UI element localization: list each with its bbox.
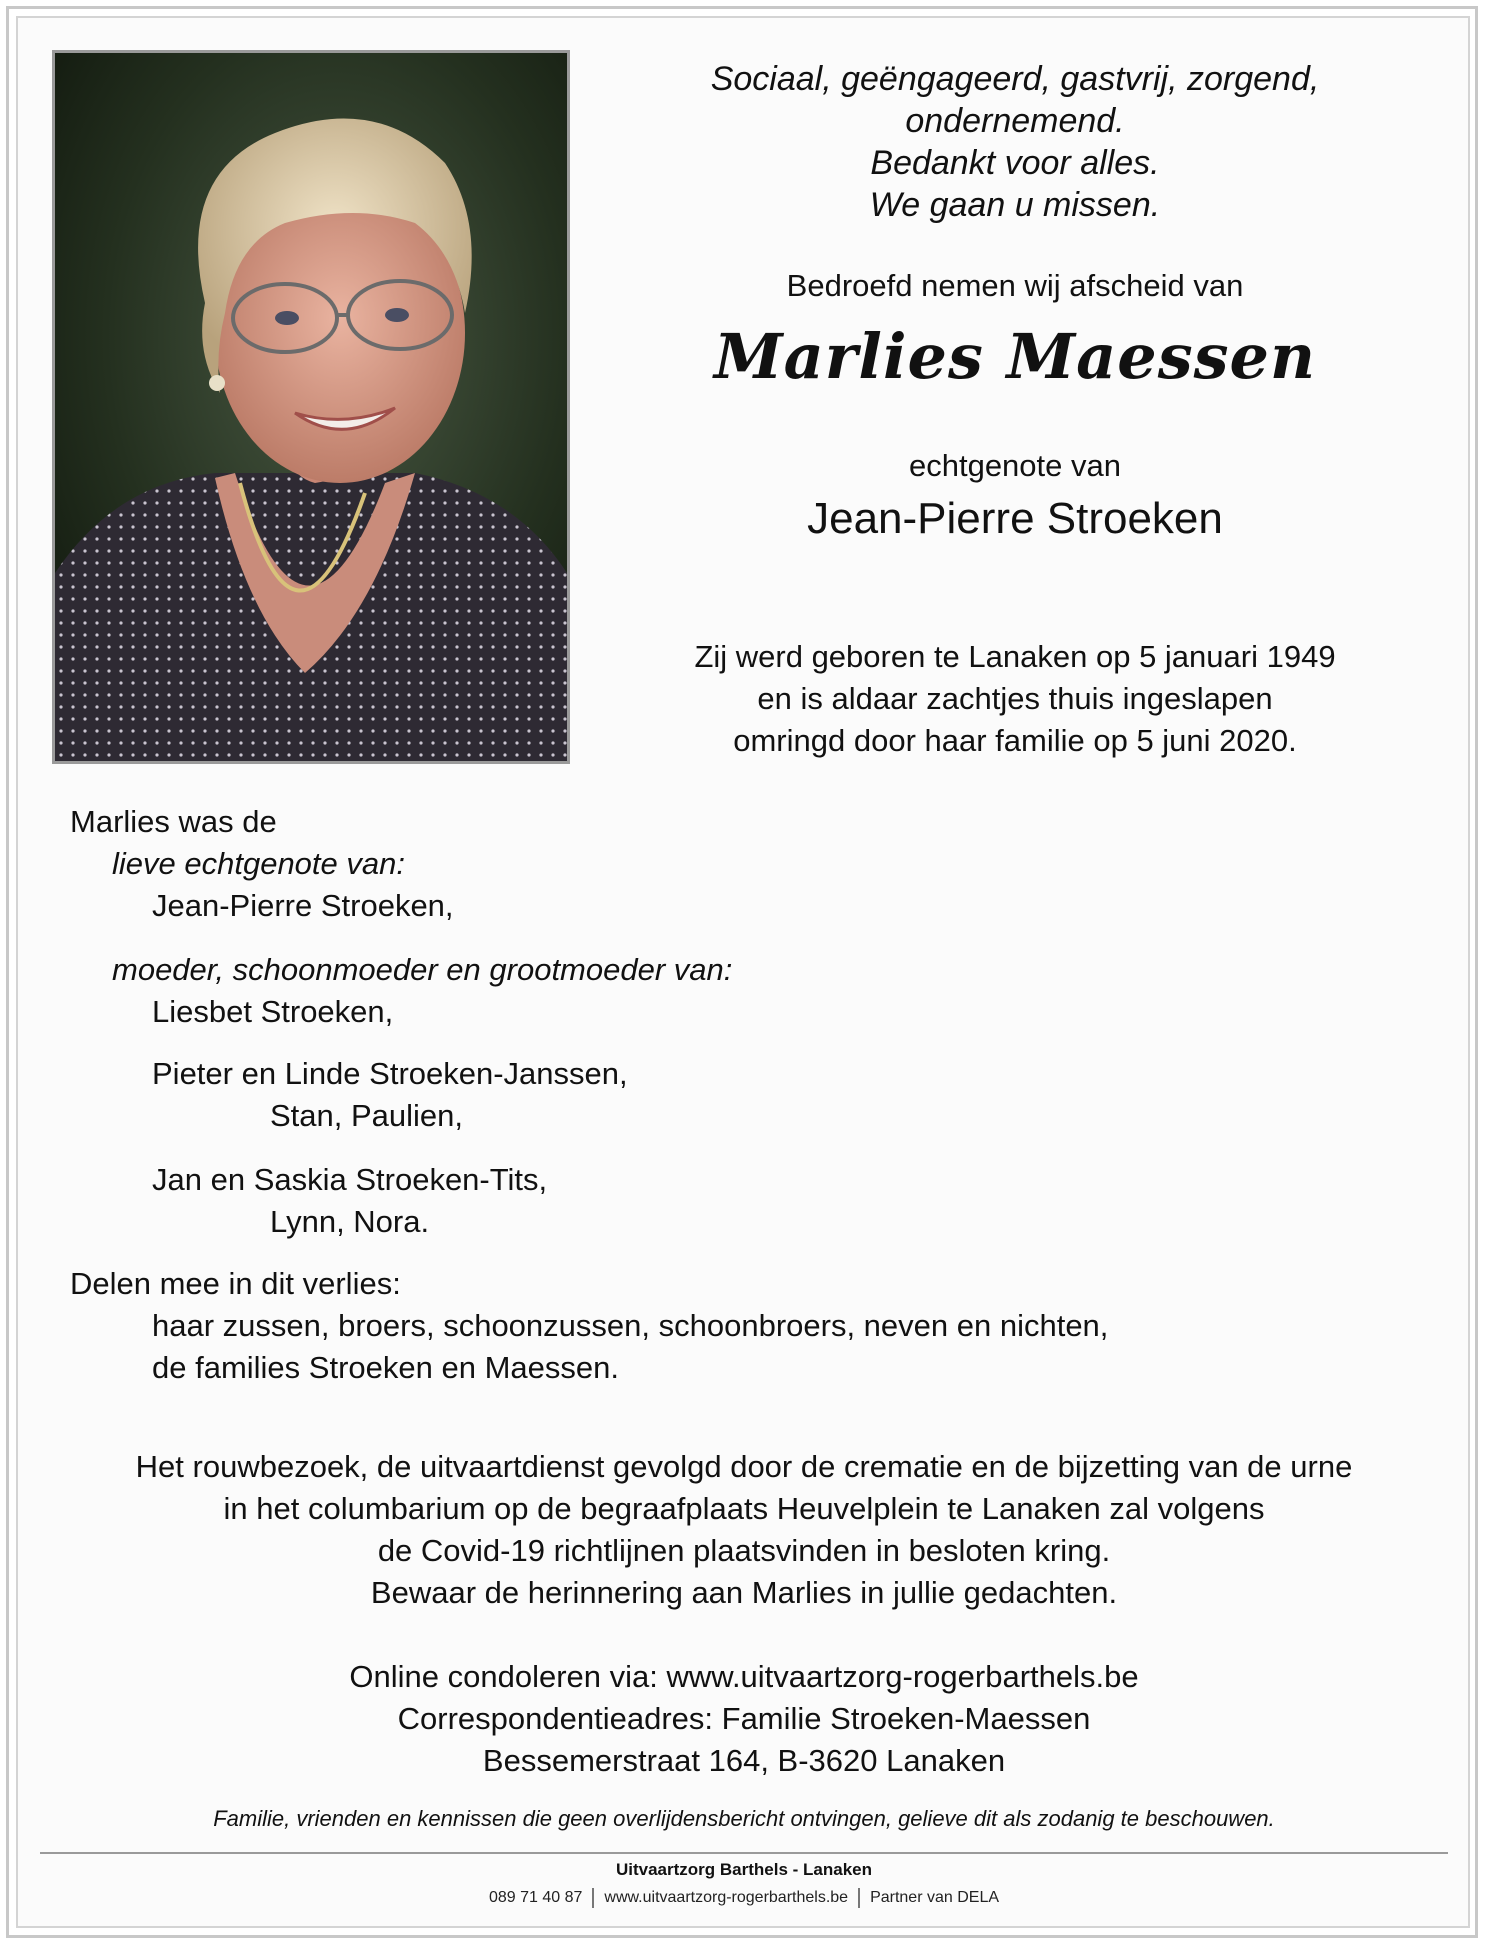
motto-line: We gaan u missen. — [869, 186, 1161, 224]
funeral-line: Het rouwbezoek, de uitvaartdienst gevolgd door de crematie en de bijzetting van de urne — [135, 1449, 1353, 1484]
share-lead: Delen mee in dit verlies: — [70, 1266, 401, 1301]
child-name: Jan en Saskia Stroeken-Tits, — [152, 1162, 548, 1197]
spouse-intro: echtgenote van — [908, 448, 1121, 483]
separator — [592, 1888, 594, 1908]
funeral-home-name: Uitvaartzorg Barthels - Lanaken — [615, 1860, 872, 1879]
notice-text: Familie, vrienden en kennissen die geen overlijdensbericht ontvingen, gelieve dit als zodanig te beschouwen. — [213, 1806, 1275, 1831]
footer-divider — [40, 1852, 1448, 1854]
funeral-line: de Covid-19 richtlijnen plaatsvinden in besloten kring. — [377, 1533, 1111, 1568]
condolence-link[interactable]: Online condoleren via: www.uitvaartzorg-rogerbarthels.be — [349, 1659, 1139, 1694]
children-label: moeder, schoonmoeder en grootmoeder van: — [112, 952, 733, 987]
deceased-name: Marlies Maessen — [713, 320, 1317, 393]
contact-info — [40, 1656, 1448, 1782]
spouse-label: lieve echtgenote van: — [112, 846, 405, 881]
separator — [858, 1888, 860, 1908]
share-line: de families Stroeken en Maessen. — [152, 1350, 619, 1385]
address-line: Bessemerstraat 164, B-3620 Lanaken — [482, 1743, 1006, 1778]
footer-partner: Partner van DELA — [870, 1889, 1000, 1907]
motto — [600, 58, 1430, 226]
birth-line: Zij werd geboren te Lanaken op 5 januari 1949 — [694, 639, 1336, 674]
birth-line: omringd door haar familie op 5 juni 2020. — [733, 723, 1297, 758]
grandchildren-names: Stan, Paulien, — [270, 1098, 464, 1133]
birth-line: en is aldaar zachtjes thuis ingeslapen — [757, 681, 1273, 716]
portrait-photo — [52, 50, 570, 764]
family-lead: Marlies was de — [70, 804, 277, 839]
farewell-intro: Bedroefd nemen wij afscheid van — [786, 268, 1244, 303]
footer-contact — [40, 1888, 1448, 1908]
family-spouse-name: Jean-Pierre Stroeken, — [152, 888, 454, 923]
share-line: haar zussen, broers, schoonzussen, schoonbroers, neven en nichten, — [152, 1308, 1109, 1343]
spouse-name: Jean-Pierre Stroeken — [807, 494, 1223, 543]
footer-website[interactable]: www.uitvaartzorg-rogerbarthels.be — [604, 1889, 849, 1907]
funeral-line: Bewaar de herinnering aan Marlies in jullie gedachten. — [370, 1575, 1118, 1610]
grandchildren-names: Lynn, Nora. — [270, 1204, 430, 1239]
birth-death-text — [600, 636, 1430, 762]
child-name: Pieter en Linde Stroeken-Janssen, — [152, 1056, 628, 1091]
footer-phone[interactable]: 089 71 40 87 — [488, 1889, 583, 1907]
motto-line: Bedankt voor alles. — [870, 144, 1160, 182]
motto-line: Sociaal, geëngageerd, gastvrij, zorgend, ondernemend. — [710, 60, 1320, 140]
correspondence-line: Correspondentieadres: Familie Stroeken-Maessen — [397, 1701, 1091, 1736]
child-name: Liesbet Stroeken, — [152, 994, 394, 1029]
funeral-info — [40, 1446, 1448, 1614]
funeral-line: in het columbarium op de begraafplaats Heuvelplein te Lanaken zal volgens — [223, 1491, 1265, 1526]
